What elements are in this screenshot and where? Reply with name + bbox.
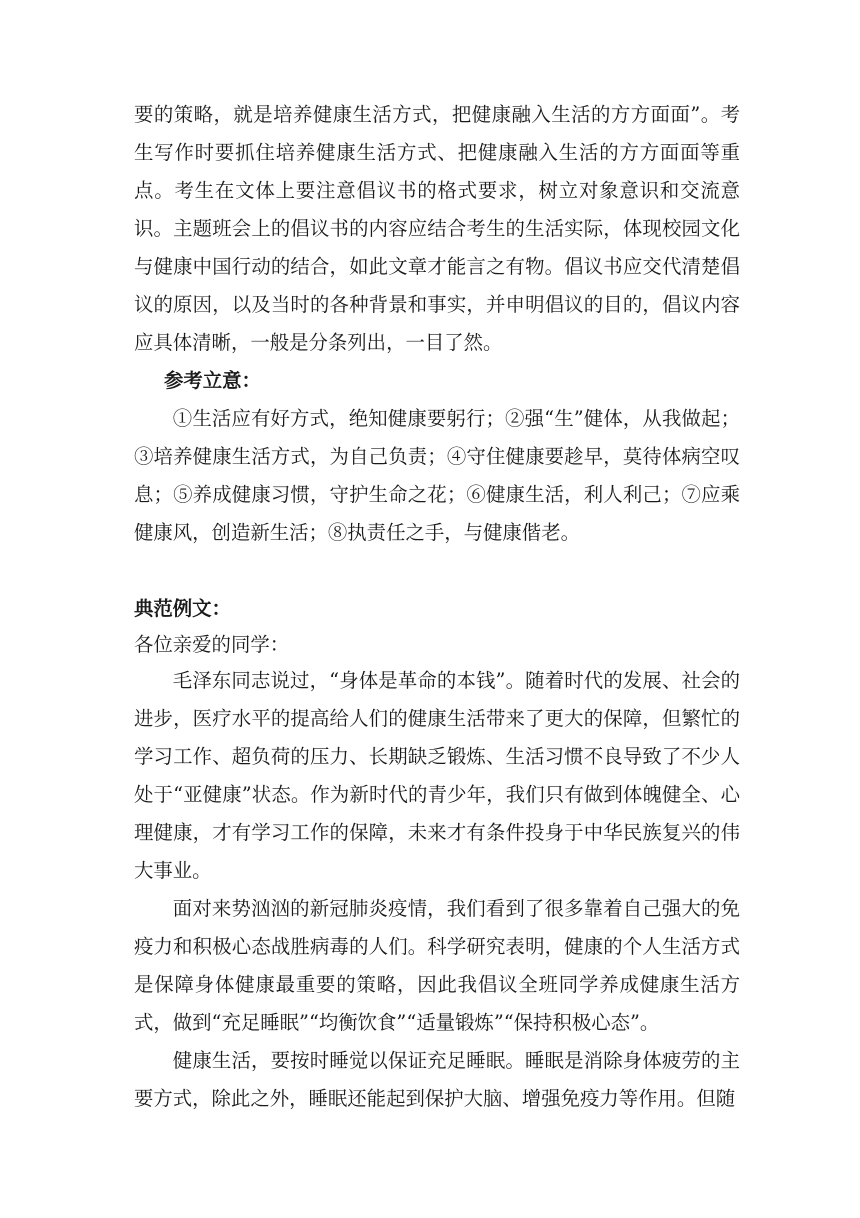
salutation: 各位亲爱的同学：: [134, 633, 290, 656]
document-content: [134, 96, 740, 1118]
reference-paragraph: ①生活应有好方式，绝知健康要躬行；②强“生”健体，从我做起；③培养健康生活方式，为自己负责；④守住健康要趁早，莫待体病空叹息；⑤养成健康习惯，守护生命之花；⑥健康生活，利人利己；⑦应乘健康风，创造新生活；⑧执责任之手，与健康偕老。: [134, 407, 740, 544]
example-heading: 典范例文：: [134, 597, 231, 620]
section-spacer: [134, 552, 740, 590]
essay-paragraph-1: 毛泽东同志说过，“身体是革命的本钱”。随着时代的发展、社会的进步，医疗水平的提高给人们的健康生活带来了更大的保障，但繁忙的学习工作、超负荷的压力、长期缺乏锻炼、生活习惯不良导致了不少人处于“亚健康”状态。作为新时代的青少年，我们只有做到体魄健全、心理健康，才有学习工作的保障，未来才有条件投身于中华民族复兴的伟大事业。: [134, 669, 740, 882]
reference-heading: 参考立意：: [164, 369, 261, 392]
essay-paragraph-3: 健康生活，要按时睡觉以保证充足睡眠。睡眠是消除身体疲劳的主要方式，除此之外，睡眠还能起到保护大脑、增强免疫力等作用。但随: [134, 1049, 740, 1110]
intro-paragraph: 要的策略，就是培养健康生活方式，把健康融入生活的方方面面”。考生写作时要抓住培养健康生活方式、把健康融入生活的方方面面等重点。考生在文体上要注意倡议书的格式要求，树立对象意识和交流意识。主题班会上的倡议书的内容应结合考生的生活实际，体现校园文化与健康中国行动的结合，如此文章才能言之有物。倡议书应交代清楚倡议的原因，以及当时的各种背景和事实，并申明倡议的目的，倡议内容应具体清晰，一般是分条列出，一目了然。: [134, 103, 740, 354]
essay-paragraph-2: 面对来势汹汹的新冠肺炎疫情，我们看到了很多靠着自己强大的免疫力和积极心态战胜病毒的人们。科学研究表明，健康的个人生活方式是保障身体健康最重要的策略，因此我倡议全班同学养成健康生活方式，做到“充足睡眠”“均衡饮食”“适量锻炼”“保持积极心态”。: [134, 897, 740, 1034]
